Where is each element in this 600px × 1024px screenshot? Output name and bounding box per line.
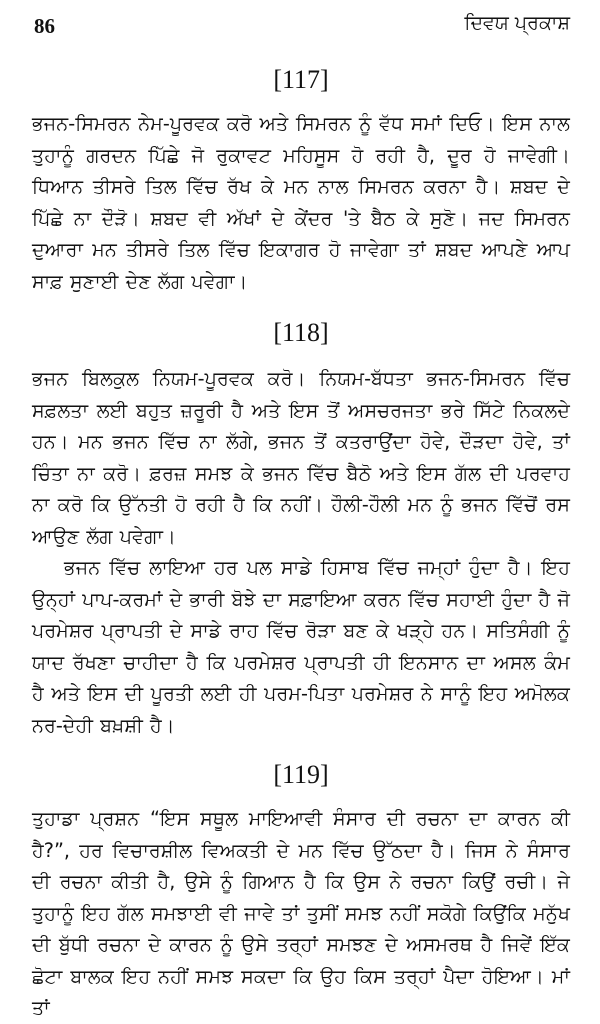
paragraph: ਭਜਨ ਬਿਲਕੁਲ ਨਿਯਮ-ਪੂਰਵਕ ਕਰੋ। ਨਿਯਮ-ਬੱਧਤਾ ਭਜਨ-ਸਿਮਰਨ ਵਿੱਚ ਸਫ਼ਲਤਾ ਲਈ ਬਹੁਤ ਜ਼ਰੂਰੀ ਹੈ ਅਤੇ ਇਸ ਤੋਂ ਅਸਚਰਜਤਾ ਭਰੇ ਸਿੱਟੇ ਨਿਕਲਦੇ ਹਨ। ਮਨ ਭਜਨ ਵਿੱਚ ਨਾ ਲੱਗੇ, ਭਜਨ ਤੋਂ ਕਤਰਾਉਂਦਾ ਹੋਵੇ, ਦੌੜਦਾ ਹੋਵੇ, ਤਾਂ ਚਿੰਤਾ ਨਾ ਕਰੋ। ਫ਼ਰਜ਼ ਸਮਝ ਕੇ ਭਜਨ ਵਿੱਚ ਬੈਠੋ ਅਤੇ ਇਸ ਗੱਲ ਦੀ ਪਰਵਾਹ ਨਾ ਕਰੋ ਕਿ ਉੱਨਤੀ ਹੋ ਰਹੀ ਹੈ ਕਿ ਨਹੀਂ। ਹੌਲੀ-ਹੌਲੀ ਮਨ ਨੂੰ ਭਜਨ ਵਿੱਚੋਂ ਰਸ ਆਉਣ ਲੱਗ ਪਵੇਗਾ।: [32, 367, 570, 548]
page-header: [32, 0, 570, 46]
running-title: ਦਿਵਯ ਪ੍ਰਕਾਸ਼: [464, 12, 570, 34]
paragraph: ਤੁਹਾਡਾ ਪ੍ਰਸ਼ਨ “ਇਸ ਸਥੂਲ ਮਾਇਆਵੀ ਸੰਸਾਰ ਦੀ ਰਚਨਾ ਦਾ ਕਾਰਨ ਕੀ ਹੈ?”, ਹਰ ਵਿਚਾਰਸ਼ੀਲ ਵਿਅਕਤੀ ਦੇ ਮਨ ਵਿੱਚ ਉੱਠਦਾ ਹੈ। ਜਿਸ ਨੇ ਸੰਸਾਰ ਦੀ ਰਚਨਾ ਕੀਤੀ ਹੈ, ਉਸੇ ਨੂੰ ਗਿਆਨ ਹੈ ਕਿ ਉਸ ਨੇ ਰਚਨਾ ਕਿਉਂ ਰਚੀ। ਜੇ ਤੁਹਾਨੂੰ ਇਹ ਗੱਲ ਸਮਝਾਈ ਵੀ ਜਾਵੇ ਤਾਂ ਤੁਸੀਂ ਸਮਝ ਨਹੀਂ ਸਕੋਗੇ ਕਿਉਂਕਿ ਮਨੁੱਖ ਦੀ ਬੁੱਧੀ ਰਚਨਾ ਦੇ ਕਾਰਨ ਨੂੰ ਉਸੇ ਤਰ੍ਹਾਂ ਸਮਝਣ ਦੇ ਅਸਮਰਥ ਹੈ ਜਿਵੇਂ ਇੱਕ ਛੋਟਾ ਬਾਲਕ ਇਹ ਨਹੀਂ ਸਮਝ ਸਕਦਾ ਕਿ ਉਹ ਕਿਸ ਤਰ੍ਹਾਂ ਪੈਦਾ ਹੋਇਆ। ਮਾਂ ਤਾਂ: [32, 807, 570, 1019]
section-heading: [118]: [273, 318, 329, 347]
paragraph: ਭਜਨ ਵਿੱਚ ਲਾਇਆ ਹਰ ਪਲ ਸਾਡੇ ਹਿਸਾਬ ਵਿੱਚ ਜਮ੍ਹਾਂ ਹੁੰਦਾ ਹੈ। ਇਹ ਉਨ੍ਹਾਂ ਪਾਪ-ਕਰਮਾਂ ਦੇ ਭਾਰੀ ਬੋਝੇ ਦਾ ਸਫ਼ਾਇਆ ਕਰਨ ਵਿੱਚ ਸਹਾਈ ਹੁੰਦਾ ਹੈ ਜੋ ਪਰਮੇਸ਼ਰ ਪ੍ਰਾਪਤੀ ਦੇ ਸਾਡੇ ਰਾਹ ਵਿੱਚ ਰੋੜਾ ਬਣ ਕੇ ਖੜ੍ਹੇ ਹਨ। ਸਤਿਸੰਗੀ ਨੂੰ ਯਾਦ ਰੱਖਣਾ ਚਾਹੀਦਾ ਹੈ ਕਿ ਪਰਮੇਸ਼ਰ ਪ੍ਰਾਪਤੀ ਹੀ ਇਨਸਾਨ ਦਾ ਅਸਲ ਕੰਮ ਹੈ ਅਤੇ ਇਸ ਦੀ ਪੂਰਤੀ ਲਈ ਹੀ ਪਰਮ-ਪਿਤਾ ਪਰਮੇਸ਼ਰ ਨੇ ਸਾਨੂੰ ਇਹ ਅਮੋਲਕ ਨਰ-ਦੇਹੀ ਬਖ਼ਸ਼ੀ ਹੈ।: [32, 556, 570, 737]
section-heading: [117]: [273, 65, 329, 94]
section-117: [32, 64, 570, 297]
section-119: [32, 759, 570, 1024]
page-number: 86: [34, 14, 55, 38]
section-118: [32, 317, 570, 741]
section-heading: [119]: [273, 760, 329, 789]
paragraph: ਭਜਨ-ਸਿਮਰਨ ਨੇਮ-ਪੂਰਵਕ ਕਰੋ ਅਤੇ ਸਿਮਰਨ ਨੂੰ ਵੱਧ ਸਮਾਂ ਦਿਓ। ਇਸ ਨਾਲ ਤੁਹਾਨੂੰ ਗਰਦਨ ਪਿੱਛੇ ਜੋ ਰੁਕਾਵਟ ਮਹਿਸੂਸ ਹੋ ਰਹੀ ਹੈ, ਦੂਰ ਹੋ ਜਾਵੇਗੀ। ਧਿਆਨ ਤੀਸਰੇ ਤਿਲ ਵਿੱਚ ਰੱਖ ਕੇ ਮਨ ਨਾਲ ਸਿਮਰਨ ਕਰਨਾ ਹੈ। ਸ਼ਬਦ ਦੇ ਪਿੱਛੇ ਨਾ ਦੌੜੋ। ਸ਼ਬਦ ਵੀ ਅੱਖਾਂ ਦੇ ਕੇਂਦਰ 'ਤੇ ਬੈਠ ਕੇ ਸੁਣੋ। ਜਦ ਸਿਮਰਨ ਦੁਆਰਾ ਮਨ ਤੀਸਰੇ ਤਿਲ ਵਿੱਚ ਇਕਾਗਰ ਹੋ ਜਾਵੇਗਾ ਤਾਂ ਸ਼ਬਦ ਆਪਣੇ ਆਪ ਸਾਫ਼ ਸੁਣਾਈ ਦੇਣ ਲੱਗ ਪਵੇਗਾ।: [32, 112, 570, 293]
